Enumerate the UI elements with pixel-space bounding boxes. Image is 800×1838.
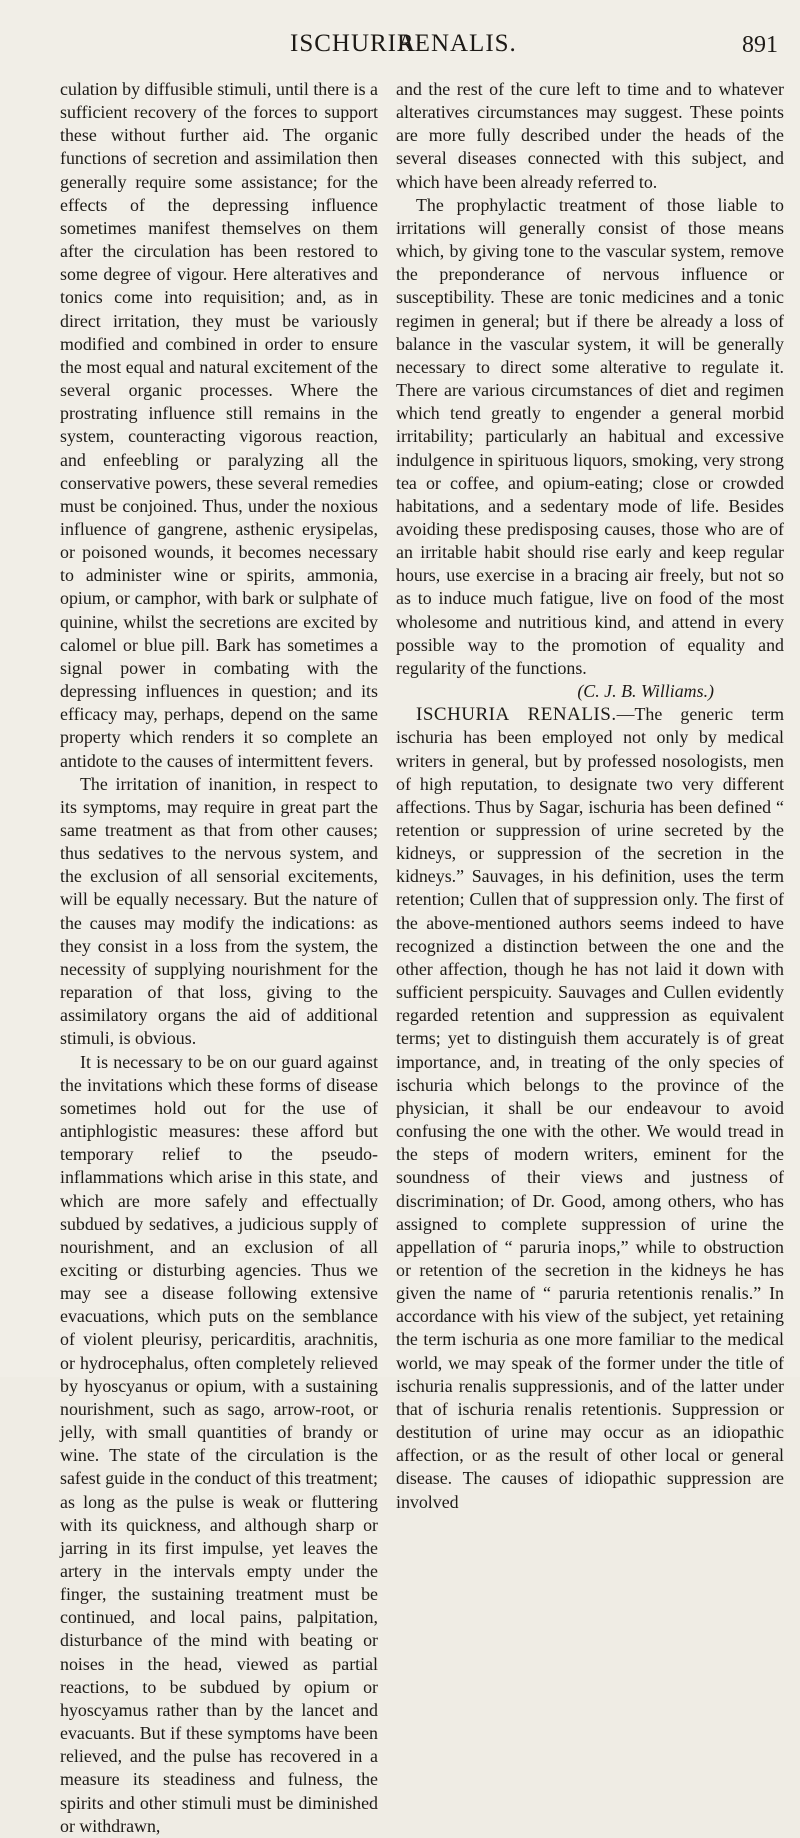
right-paragraph-2: The prophylactic treatment of those liable to irritations will generally consist of those means which, by giving tone to the vascular system, remove the preponderance of nervous influence or susceptibility. These are tonic medicines and a tonic regimen in general; but if there be already a loss of balance in the vascular system, it will be generally necessary to direct some alterative to regulate it. There are various circumstances of diet and regimen which tend greatly to engender a general morbid irritability; particularly an habitual and excessive indulgence in spirituous liquors, smoking, very strong tea or coffee, and opium-eating; close or crowded habitations, and a sedentary mode of life. Besides avoiding these predisposing causes, those who are of an irritable habit should rise early and keep regular hours, use exercise in a bracing air freely, but not so as to induce much fatigue, live on food of the most wholesome and nutritious kind, and attend in every possible way to the promotion of equality and regularity of the functions.	[396, 194, 784, 678]
left-paragraph-2: The irritation of inanition, in respect to its symptoms, may require in great part the same treatment as that from other causes; thus sedatives to the nervous system, and the exclusion of all sensorial excitements, will be equally necessary. But the nature of the causes may modify the indications: as they consist in a loss from the system, the necessity of supplying nourishment for the reparation of that loss, giving to the assimilatory organs the aid of additional stimuli, is obvious.	[60, 773, 378, 1049]
right-paragraph-1: and the rest of the cure left to time and to whatever alteratives circumstances may suggest. These points are more fully described under the heads of the several diseases connected with this subject, and which have been already referred to.	[396, 79, 784, 192]
right-column	[396, 78, 784, 1514]
section-body: —The generic term ischuria has been employed not only by medical writers in general, but by professed nosologists, men of high reputation, to designate two very different affections. Thus by Sagar, ischuria has been defined “ retention or suppression of urine secreted by the kidneys, or suppression of the secretion in the kidneys.” Sauvages, in his definition, uses the term retention; Cullen that of suppression only. The first of the above-mentioned authors seems indeed to have recognized a distinction between the one and the other affection, though he has not laid it down with sufficient perspicuity. Sauvages and Cullen evidently regarded retention and suppression as equivalent terms; yet to distinguish them accurately is of great importance, and, in treating of the only species of ischuria which belongs to the province of the physician, it shall be our endeavour to avoid confusing the one with the other. We would tread in the steps of modern writers, eminent for the soundness of their views and justness of discrimination; of Dr. Good, among others, who has assigned to complete suppression of urine the appellation of “ paruria inops,” while to obstruction or retention of the secretion in the kidneys he has given the name of “ paruria retentionis renalis.” In accordance with his view of the subject, yet retaining the term ischuria as one more familiar to the medical world, we may speak of the former under the title of ischuria renalis suppressionis, and of the latter under that of ischuria renalis retentionis. Suppression or destitution of urine may occur as an idiopathic affection, or as the result of other local or general disease. The causes of idiopathic suppression are involved	[396, 704, 784, 1512]
right-paragraph-3	[396, 703, 784, 1513]
section-heading: ISCHURIA RENALIS.	[416, 704, 617, 726]
left-paragraph-3: It is necessary to be on our guard against the invitations which these forms of disease sometimes hold out for the use of antiphlogistic measures: these afford but temporary relief to the pseudo-inflammations which arise in this state, and which are more safely and effectually subdued by sedatives, a judicious supply of nourishment, and an exclusion of all exciting or disturbing agencies. Thus we may see a disease following extensive evacuations, which puts on the semblance of violent pleurisy, pericarditis, arachnitis, or hydrocephalus, often completely relieved by hyoscyanus or opium, with a sustaining nourishment, such as sago, arrow-root, or jelly, with small quantities of brandy or wine. The state of the circulation is the safest guide in the conduct of this treatment; as long as the pulse is weak or fluttering with its quickness, and although sharp or jarring in its first impulse, yet leaves the artery in the intervals empty under the finger, the sustaining treatment must be continued, and local pains, palpitation, disturbance of the mind with beating or noises in the head, viewed as partial reactions, to be subdued by opium or hyoscyamus rather than by the lancet and evacuants. But if these symptoms have been relieved, and the pulse has recovered in a measure its steadiness and fulness, the spirits and other stimuli must be diminished or withdrawn,	[60, 1051, 378, 1836]
author-signature: (C. J. B. Williams.)	[577, 681, 714, 702]
left-paragraph-1: culation by diffusible stimuli, until there is a sufficient recovery of the forces to support these without further aid. The organic functions of secretion and assimilation then generally require some assistance; for the effects of the depressing influence sometimes manifest themselves on them after the circulation has been restored to some degree of vigour. Here alteratives and tonics come into requisition; and, as in direct irritation, they must be variously modified and combined in order to ensure the most equal and natural excitement of the several organic processes. Where the prostrating influence still remains in the system, counteracting vigorous reaction, and enfeebling or paralyzing all the conservative powers, these several remedies must be conjoined. Thus, under the noxious influence of gangrene, asthenic erysipelas, or poisoned wounds, it becomes necessary to administer wine or spirits, ammonia, opium, or camphor, with bark or sulphate of quinine, whilst the secretions are excited by calomel or blue pill. Bark has sometimes a signal power in combating with the depressing influences in question; and its efficacy may, perhaps, depend on the same property which renders it so complete an antidote to the causes of intermittent fevers.	[60, 79, 378, 771]
running-header	[0, 28, 800, 68]
left-column	[60, 78, 378, 1838]
header-title-left: ISCHURIA	[290, 30, 417, 57]
page-number: 891	[742, 32, 778, 58]
header-title-right: RENALIS.	[397, 30, 517, 57]
